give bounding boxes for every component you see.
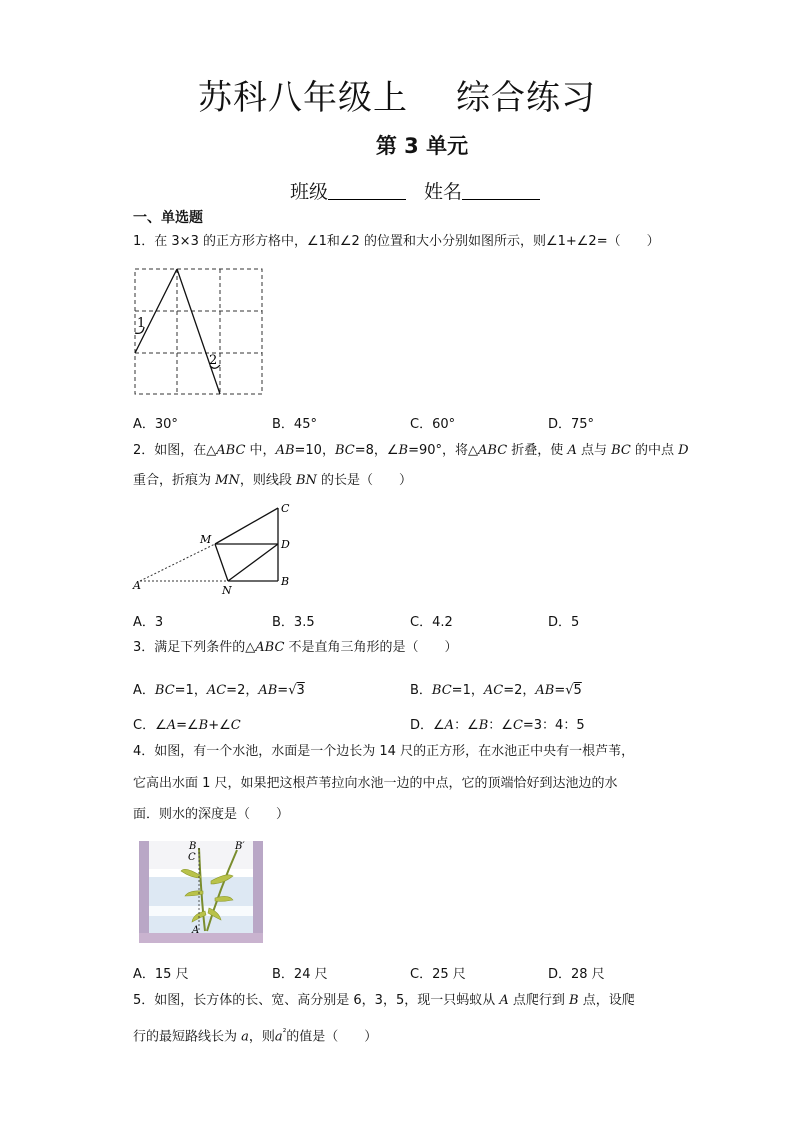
q1-option-c[interactable]: C．60° bbox=[410, 417, 456, 432]
q2-line2: 重合，折痕为 MN，则线段 BN 的长是（ ） bbox=[133, 473, 413, 488]
name-blank[interactable] bbox=[462, 181, 540, 200]
point-b-label: B bbox=[189, 841, 197, 852]
sqrt-icon: √ bbox=[288, 683, 297, 698]
point-b-label: B bbox=[281, 575, 290, 588]
point-a-label: A bbox=[192, 925, 200, 936]
point-m-label: M bbox=[200, 533, 212, 546]
point-a-label: A bbox=[133, 579, 141, 592]
q4-line3: 面．则水的深度是（ ） bbox=[133, 807, 290, 822]
q2-option-c[interactable]: C．4.2 bbox=[410, 615, 453, 630]
sqrt-icon: √ bbox=[565, 683, 574, 698]
point-d-label: D bbox=[281, 538, 290, 551]
title-left: 苏科八年级上 bbox=[198, 78, 408, 118]
q2-option-d[interactable]: D．5 bbox=[548, 615, 580, 630]
unit-heading: 第 3 单元 bbox=[375, 134, 469, 158]
q1-option-a[interactable]: A．30° bbox=[133, 417, 178, 432]
student-info-row bbox=[0, 177, 794, 204]
q2-option-b[interactable]: B．3.5 bbox=[272, 615, 315, 630]
q4-line1: 4．如图，有一个水池，水面是一个边长为 14 尺的正方形，在水池正中央有一根芦苇， bbox=[133, 744, 635, 759]
q1-text: 1．在 3×3 的正方形方格中，∠1和∠2 的位置和大小分别如图所示，则∠1+∠2=（ ） bbox=[133, 234, 660, 249]
q4-option-b[interactable]: B．24 尺 bbox=[272, 967, 328, 982]
class-blank[interactable] bbox=[328, 181, 406, 200]
angle-1-label: 1 bbox=[137, 316, 146, 331]
point-b-prime-label: B′ bbox=[235, 841, 245, 852]
q1-option-b[interactable]: B．45° bbox=[272, 417, 317, 432]
document-title bbox=[0, 70, 794, 119]
q5-line1: 5．如图，长方体的长、宽、高分别是 6，3，5，现一只蚂蚁从 A 点爬行到 B 点，设爬 bbox=[133, 993, 635, 1008]
q1-option-d[interactable]: D．75° bbox=[548, 417, 595, 432]
q2-option-a[interactable]: A．3 bbox=[133, 615, 164, 630]
q2-triangle-figure bbox=[130, 498, 295, 598]
q5-line2: 行的最短路线长为 a，则$a^{^2}$的值是（ ） bbox=[133, 1028, 378, 1045]
q3-option-a[interactable]: A．BC=1，AC=2，AB=√3 bbox=[133, 683, 305, 698]
q4-pond-figure bbox=[137, 836, 267, 946]
point-n-label: N bbox=[222, 584, 232, 597]
q1-grid-figure bbox=[130, 265, 270, 399]
q3-option-c[interactable]: C．∠A=∠B+∠C bbox=[133, 718, 241, 733]
q3-option-b[interactable]: B．BC=1，AC=2，AB=√5 bbox=[410, 683, 582, 698]
q3-text: 3．满足下列条件的△ABC 不是直角三角形的是（ ） bbox=[133, 640, 458, 655]
title-right: 综合练习 bbox=[456, 78, 596, 118]
q4-option-a[interactable]: A．15 尺 bbox=[133, 967, 189, 982]
q4-option-d[interactable]: D．28 尺 bbox=[548, 967, 605, 982]
section-title: 一、单选题 bbox=[133, 210, 203, 226]
q2-line1: 2．如图，在△ABC 中，AB=10，BC=8，∠B=90°，将△ABC 折叠，使 A 点与 BC 的中点 D bbox=[133, 443, 689, 458]
class-label: 班级 bbox=[289, 181, 328, 203]
point-c-label: C bbox=[281, 502, 290, 515]
q3-option-d[interactable]: D．∠A：∠B：∠C=3：4：5 bbox=[410, 718, 585, 733]
angle-2-label: 2 bbox=[209, 353, 218, 368]
name-label: 姓名 bbox=[424, 181, 463, 203]
point-c-label: C bbox=[188, 852, 196, 863]
q4-option-c[interactable]: C．25 尺 bbox=[410, 967, 466, 982]
q4-line2: 它高出水面 1 尺，如果把这根芦苇拉向水池一边的中点，它的顶端恰好到达池边的水 bbox=[133, 776, 618, 791]
